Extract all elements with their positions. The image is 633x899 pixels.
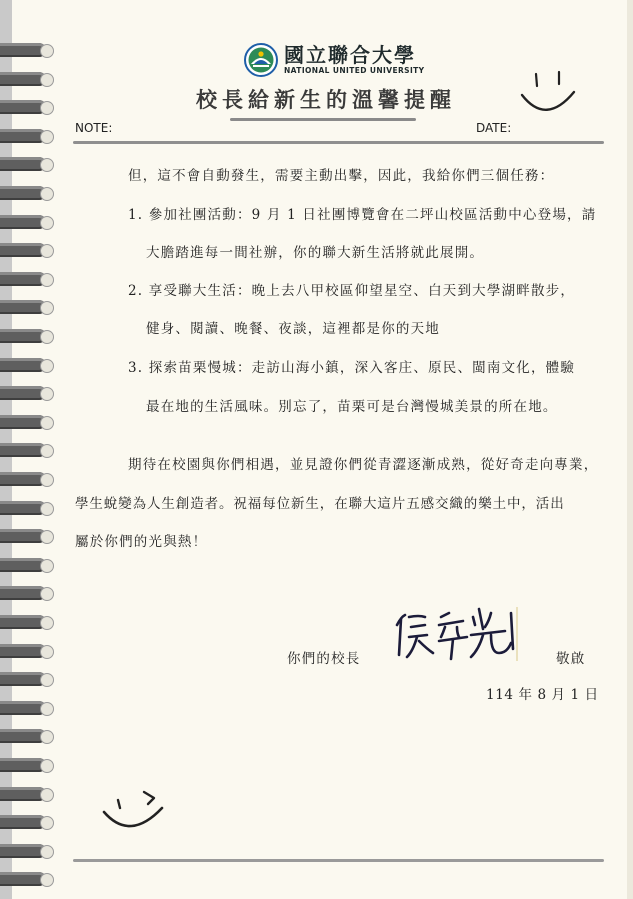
binding-ring: [0, 869, 56, 889]
task-1-line-1: 1. 參加社團活動：9 月 1 日社團博覽會在二坪山校區活動中心登場，請: [128, 207, 597, 223]
task-2-line-2: 健身、閱讀、晚餐、夜談，這裡都是你的天地: [146, 321, 440, 337]
binding-ring: [0, 555, 56, 575]
binding-ring: [0, 355, 56, 375]
binding-ring: [0, 583, 56, 603]
task-2-line-1: 2. 享受聯大生活：晚上去八甲校區仰望星空、白天到大學湖畔散步，: [128, 283, 576, 299]
binding-ring: [0, 612, 56, 632]
smiley-face-icon: [518, 68, 578, 118]
binding-ring: [0, 698, 56, 718]
university-logo: [244, 42, 425, 78]
wink-smiley-icon: [100, 788, 172, 838]
president-signature: [387, 603, 525, 665]
binding-ring: [0, 383, 56, 403]
page-title: 校長給新生的溫馨提醒: [196, 88, 456, 112]
title-underline: [230, 118, 416, 121]
binding-ring: [0, 40, 56, 60]
binding-ring: [0, 269, 56, 289]
letter-date: 114 年 8 月 1 日: [486, 687, 599, 703]
binding-ring: [0, 726, 56, 746]
note-label: NOTE:: [75, 121, 113, 135]
binding-ring: [0, 297, 56, 317]
page-edge: [627, 0, 633, 899]
binding-ring: [0, 240, 56, 260]
binding-ring: [0, 526, 56, 546]
binding-ring: [0, 326, 56, 346]
letter-intro: 但，這不會自動發生，需要主動出擊，因此，我給你們三個任務：: [128, 168, 555, 184]
binding-ring: [0, 469, 56, 489]
binding-ring: [0, 126, 56, 146]
university-emblem-icon: [244, 43, 278, 77]
header-rule: [73, 141, 604, 144]
binding-ring: [0, 669, 56, 689]
binding-ring: [0, 154, 56, 174]
closing-line-2: 學生蛻變為人生創造者。祝福每位新生，在聯大這片五感交織的樂土中，活出: [75, 496, 565, 512]
binding-ring: [0, 412, 56, 432]
task-1-line-2: 大膽踏進每一間社辦，你的聯大新生活將就此展開。: [146, 245, 485, 261]
binding-ring: [0, 97, 56, 117]
binding-ring: [0, 183, 56, 203]
binding-ring: [0, 440, 56, 460]
binding-ring: [0, 755, 56, 775]
footer-rule: [73, 859, 604, 862]
university-name-en: NATIONAL UNITED UNIVERSITY: [284, 66, 425, 75]
binding-ring: [0, 841, 56, 861]
university-name-cn: 國立聯合大學: [284, 43, 416, 67]
binding-ring: [0, 784, 56, 804]
closing-line-1: 期待在校園與你們相遇，並見證你們從青澀逐漸成熟，從好奇走向專業，: [128, 457, 599, 473]
task-3-line-1: 3. 探索苗栗慢城：走訪山海小鎮，深入客庄、原民、閩南文化，體驗: [128, 360, 576, 376]
binding-ring: [0, 69, 56, 89]
binding-ring: [0, 812, 56, 832]
sign-prefix: 你們的校長: [287, 651, 361, 667]
date-label: DATE:: [476, 121, 512, 135]
task-3-line-2: 最在地的生活風味。別忘了，苗栗可是台灣慢城美景的所在地。: [146, 399, 558, 415]
binding-ring: [0, 498, 56, 518]
binding-ring: [0, 212, 56, 232]
binding-ring: [0, 641, 56, 661]
closing-line-3: 屬於你們的光與熱！: [75, 534, 208, 550]
sign-suffix: 敬啟: [556, 651, 586, 667]
